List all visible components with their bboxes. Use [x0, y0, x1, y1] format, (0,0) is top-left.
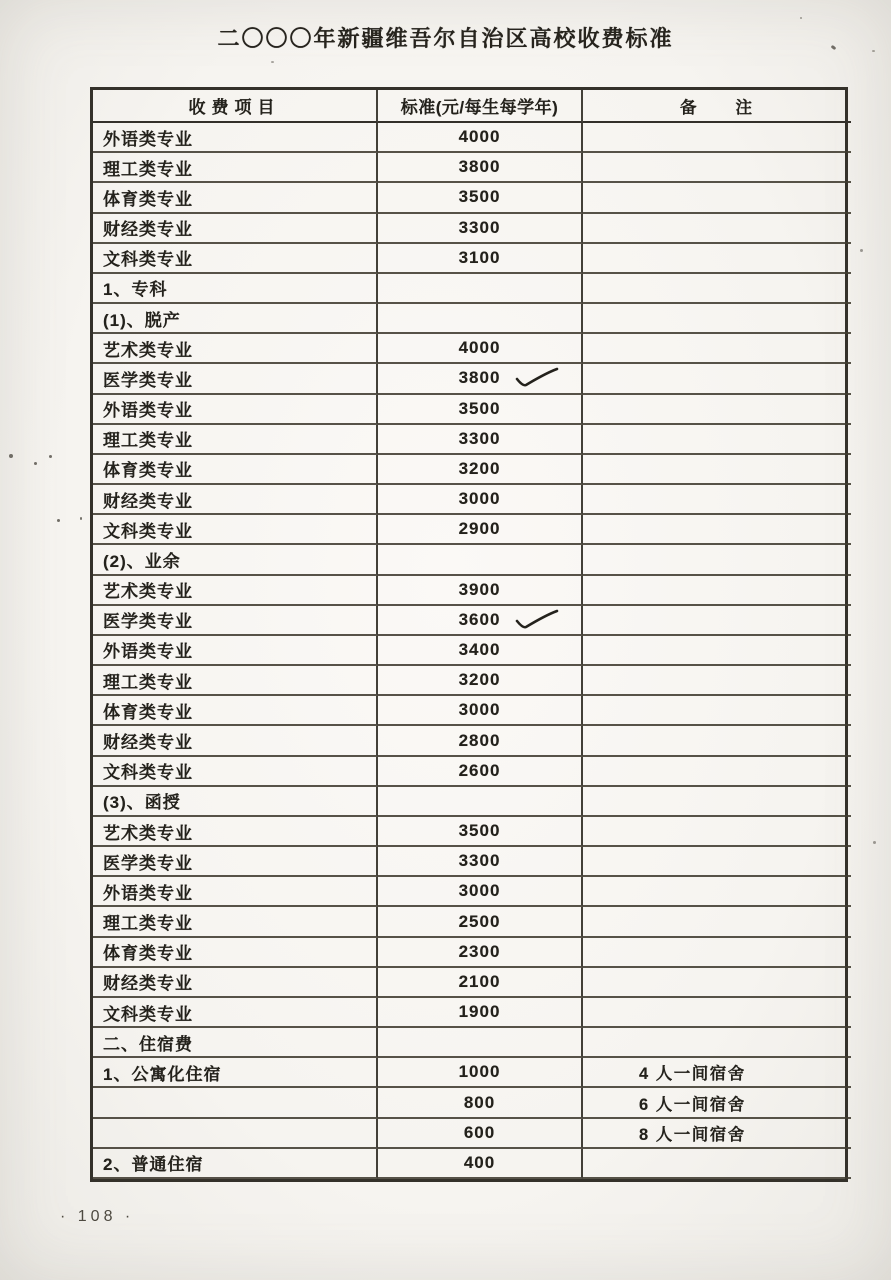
row-note-cell — [583, 576, 851, 606]
fee-value: 3200 — [458, 458, 501, 478]
row-note-cell: 8 人一间宿舍 — [583, 1119, 851, 1149]
row-fee-cell — [378, 787, 583, 817]
fee-value: 2600 — [458, 760, 501, 780]
fee-value: 3500 — [458, 821, 501, 841]
row-note-cell — [583, 485, 851, 515]
fee-standards-table — [90, 87, 848, 1182]
row-item-cell: 文科类专业 — [93, 998, 378, 1028]
row-fee-cell — [378, 666, 583, 696]
row-item-cell: 外语类专业 — [93, 877, 378, 907]
row-note-cell — [583, 666, 851, 696]
row-fee-cell — [378, 1088, 583, 1118]
fee-value: 3500 — [458, 398, 501, 418]
row-item-cell: 理工类专业 — [93, 666, 378, 696]
fee-value: 3300 — [458, 217, 501, 237]
fee-value: 4000 — [458, 127, 501, 147]
row-item-cell — [93, 1088, 378, 1118]
row-fee-cell — [378, 1149, 583, 1179]
row-note-cell — [583, 214, 851, 244]
row-note-cell — [583, 877, 851, 907]
row-note-cell — [583, 455, 851, 485]
fee-value: 3300 — [458, 851, 501, 871]
fee-value: 3800 — [458, 157, 501, 177]
fee-value: 3500 — [458, 187, 501, 207]
page-number: · 108 · — [60, 1208, 135, 1225]
row-note-cell — [583, 545, 851, 575]
row-item-cell: 财经类专业 — [93, 726, 378, 756]
scan-speck — [49, 455, 52, 458]
fee-value: 1900 — [458, 1002, 501, 1022]
row-fee-cell — [378, 938, 583, 968]
row-note-cell — [583, 304, 851, 334]
fee-value: 2900 — [458, 519, 501, 539]
row-item-cell: 艺术类专业 — [93, 334, 378, 364]
row-note-cell — [583, 364, 851, 394]
row-fee-cell — [378, 274, 583, 304]
fee-value: 2500 — [458, 911, 501, 931]
scan-speck — [860, 249, 863, 252]
row-fee-cell — [378, 334, 583, 364]
row-item-cell: 1、专科 — [93, 274, 378, 304]
row-note-cell — [583, 787, 851, 817]
row-item-cell: 理工类专业 — [93, 425, 378, 455]
row-item-cell: 文科类专业 — [93, 244, 378, 274]
page-title: 二〇〇〇年新疆维吾尔自治区高校收费标准 — [217, 26, 674, 51]
fee-value: 3000 — [458, 700, 501, 720]
fee-value: 3100 — [458, 247, 501, 267]
row-note-cell — [583, 1028, 851, 1058]
column-header-standard: 标准(元/每生每学年) — [378, 90, 583, 123]
fee-value: 3800 — [458, 368, 501, 388]
row-fee-cell — [378, 726, 583, 756]
row-item-cell — [93, 1119, 378, 1149]
row-item-cell: 医学类专业 — [93, 606, 378, 636]
row-fee-cell — [378, 515, 583, 545]
scan-speck — [9, 454, 13, 458]
row-note-cell — [583, 274, 851, 304]
row-fee-cell — [378, 907, 583, 937]
row-item-cell: 文科类专业 — [93, 515, 378, 545]
row-item-cell: 体育类专业 — [93, 696, 378, 726]
row-item-cell: 外语类专业 — [93, 123, 378, 153]
row-item-cell: 艺术类专业 — [93, 817, 378, 847]
row-item-cell: 体育类专业 — [93, 455, 378, 485]
row-fee-cell — [378, 153, 583, 183]
scan-speck — [873, 841, 876, 844]
fee-value: 3300 — [458, 428, 501, 448]
row-item-cell: 财经类专业 — [93, 968, 378, 998]
row-fee-cell — [378, 877, 583, 907]
fee-value: 600 — [463, 1122, 496, 1142]
row-note-cell — [583, 726, 851, 756]
row-item-cell: (1)、脱产 — [93, 304, 378, 334]
row-fee-cell — [378, 425, 583, 455]
row-fee-cell — [378, 576, 583, 606]
fee-value: 2100 — [458, 971, 501, 991]
row-note-cell — [583, 183, 851, 213]
fee-value: 1000 — [458, 1062, 501, 1082]
row-item-cell: 体育类专业 — [93, 938, 378, 968]
column-header-item: 收费项目 — [93, 90, 378, 123]
scan-speck — [271, 61, 274, 63]
scan-speck — [57, 519, 60, 522]
fee-value: 2300 — [458, 941, 501, 961]
row-item-cell: 外语类专业 — [93, 395, 378, 425]
fee-value: 400 — [463, 1152, 496, 1172]
row-item-cell: 文科类专业 — [93, 757, 378, 787]
row-item-cell: 二、住宿费 — [93, 1028, 378, 1058]
fee-value: 3400 — [458, 639, 501, 659]
fee-value: 3600 — [458, 609, 501, 629]
row-fee-cell — [378, 817, 583, 847]
row-note-cell — [583, 998, 851, 1028]
row-item-cell: 体育类专业 — [93, 183, 378, 213]
row-fee-cell — [378, 606, 583, 636]
row-item-cell: 医学类专业 — [93, 364, 378, 394]
row-item-cell: (2)、业余 — [93, 545, 378, 575]
row-note-cell — [583, 1149, 851, 1179]
row-fee-cell — [378, 1028, 583, 1058]
fee-value: 800 — [463, 1092, 496, 1112]
row-note-cell — [583, 606, 851, 636]
row-item-cell: 理工类专业 — [93, 153, 378, 183]
row-note-cell — [583, 425, 851, 455]
row-note-cell — [583, 907, 851, 937]
row-note-cell — [583, 515, 851, 545]
row-fee-cell — [378, 304, 583, 334]
row-fee-cell — [378, 364, 583, 394]
row-fee-cell — [378, 1058, 583, 1088]
row-fee-cell — [378, 757, 583, 787]
row-item-cell: 2、普通住宿 — [93, 1149, 378, 1179]
row-note-cell — [583, 395, 851, 425]
fee-value: 3000 — [458, 489, 501, 509]
row-fee-cell — [378, 455, 583, 485]
row-fee-cell — [378, 214, 583, 244]
scan-speck — [872, 50, 875, 52]
scan-speck — [34, 462, 37, 465]
row-note-cell — [583, 968, 851, 998]
row-note-cell — [583, 817, 851, 847]
row-fee-cell — [378, 847, 583, 877]
row-note-cell — [583, 153, 851, 183]
fee-value: 2800 — [458, 730, 501, 750]
scan-speck — [80, 517, 82, 520]
row-item-cell: 艺术类专业 — [93, 576, 378, 606]
row-note-cell — [583, 847, 851, 877]
row-fee-cell — [378, 244, 583, 274]
row-fee-cell — [378, 636, 583, 666]
row-note-cell — [583, 696, 851, 726]
row-note-cell — [583, 938, 851, 968]
row-note-cell — [583, 334, 851, 364]
scan-speck — [800, 17, 802, 19]
handwritten-check-icon — [514, 609, 560, 632]
row-item-cell: 医学类专业 — [93, 847, 378, 877]
row-note-cell — [583, 636, 851, 666]
row-fee-cell — [378, 485, 583, 515]
row-item-cell: (3)、函授 — [93, 787, 378, 817]
row-item-cell: 财经类专业 — [93, 214, 378, 244]
fee-value: 3000 — [458, 881, 501, 901]
row-note-cell: 4 人一间宿舍 — [583, 1058, 851, 1088]
fee-value: 4000 — [458, 338, 501, 358]
row-fee-cell — [378, 1119, 583, 1149]
row-fee-cell — [378, 183, 583, 213]
row-note-cell — [583, 757, 851, 787]
row-note-cell — [583, 123, 851, 153]
row-item-cell: 财经类专业 — [93, 485, 378, 515]
row-fee-cell — [378, 395, 583, 425]
row-fee-cell — [378, 545, 583, 575]
row-item-cell: 1、公寓化住宿 — [93, 1058, 378, 1088]
row-note-cell — [583, 244, 851, 274]
fee-value: 3900 — [458, 579, 501, 599]
fee-value: 3200 — [458, 670, 501, 690]
row-fee-cell — [378, 998, 583, 1028]
row-item-cell: 理工类专业 — [93, 907, 378, 937]
row-note-cell: 6 人一间宿舍 — [583, 1088, 851, 1118]
row-fee-cell — [378, 696, 583, 726]
row-fee-cell — [378, 123, 583, 153]
row-item-cell: 外语类专业 — [93, 636, 378, 666]
handwritten-check-icon — [514, 367, 560, 390]
column-header-note: 备 注 — [583, 90, 851, 123]
row-fee-cell — [378, 968, 583, 998]
